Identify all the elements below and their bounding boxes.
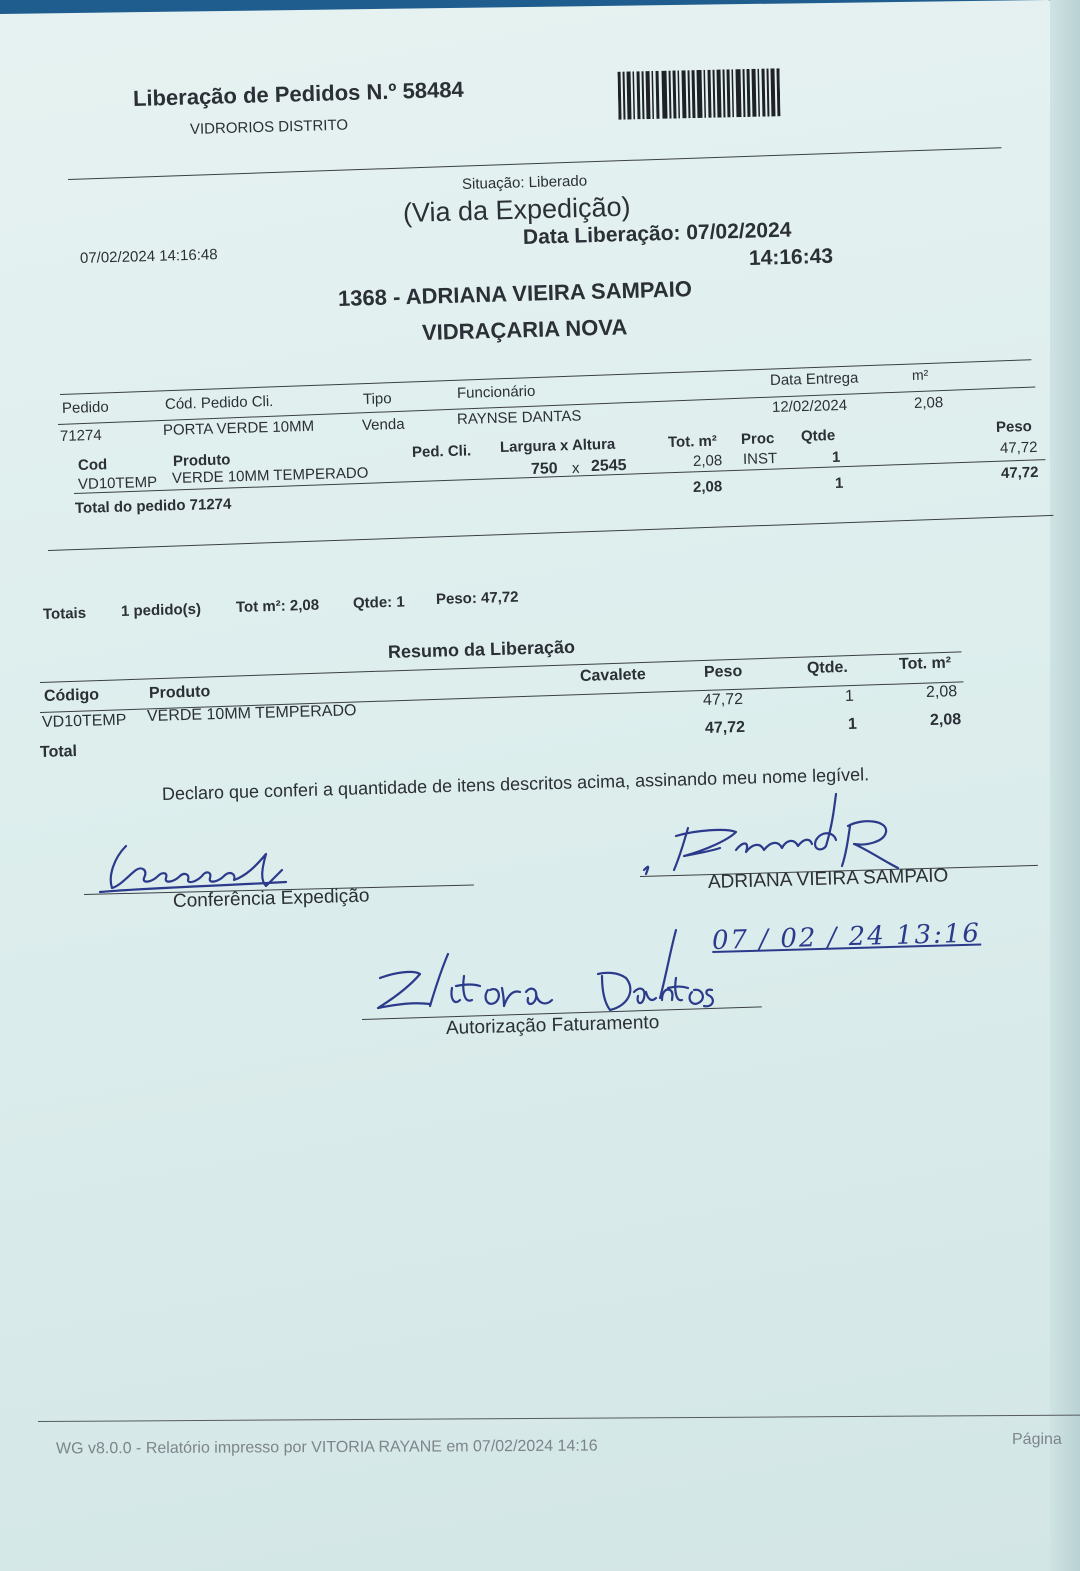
totais-qtde: Qtde: 1 — [352, 593, 405, 612]
item-proc: INST — [742, 450, 778, 468]
item-header-peso: Peso — [995, 418, 1033, 436]
order-funcionario: RAYNSE DANTAS — [456, 407, 582, 428]
resumo-total-label: Total — [39, 742, 78, 761]
total-pedido-m2: 2,08 — [692, 478, 723, 496]
item-header-tot-m2: Tot. m² — [667, 432, 718, 451]
client-company: VIDRAÇARIA NOVA — [421, 314, 628, 345]
order-tipo: Venda — [361, 415, 405, 434]
item-header-produto: Produto — [172, 451, 231, 470]
via-label: (Via da Expedição) — [402, 191, 631, 228]
totais-label: Totais — [42, 604, 87, 623]
footer-page-label: Página — [1012, 1431, 1062, 1448]
situacao-label: Situação: Liberado — [461, 172, 588, 193]
col-header-pedido: Pedido — [61, 398, 109, 417]
resumo-header-tot-m2: Tot. m² — [898, 654, 952, 673]
resumo-peso: 47,72 — [702, 690, 744, 709]
total-pedido-qtde: 1 — [834, 474, 844, 492]
footer-printed-by: WG v8.0.0 - Relatório impresso por VITORIA RAYANE em 07/02/2024 14:16 — [55, 1437, 598, 1458]
data-liberacao-time: 14:16:43 — [748, 244, 834, 270]
printed-datetime: 07/02/2024 14:16:48 — [79, 246, 218, 267]
col-header-tipo: Tipo — [362, 390, 392, 408]
resumo-tot-m2: 2,08 — [925, 683, 958, 701]
col-header-data-entrega: Data Entrega — [769, 369, 859, 389]
data-liberacao: Data Liberação: 07/02/2024 — [522, 218, 792, 249]
item-header-proc: Proc — [740, 430, 775, 448]
conferencia-label: Conferência Expedição — [172, 885, 370, 912]
col-header-cod-pedido-cli: Cód. Pedido Cli. — [164, 392, 274, 413]
item-produto: VERDE 10MM TEMPERADO — [171, 464, 369, 487]
item-qtde: 1 — [831, 448, 841, 466]
barcode — [618, 68, 781, 119]
col-header-funcionario: Funcionário — [456, 382, 536, 402]
resumo-total-qtde: 1 — [847, 715, 858, 733]
handwritten-date: 07 / 02 / 24 13:16 — [711, 918, 982, 956]
item-header-qtde: Qtde — [800, 427, 836, 445]
item-x: x — [571, 459, 580, 477]
resumo-header-codigo: Código — [43, 686, 100, 705]
client-name: 1368 - ADRIANA VIEIRA SAMPAIO — [337, 276, 693, 311]
document-title: Liberação de Pedidos N.º 58484 — [132, 76, 465, 111]
totais-pedidos: 1 pedido(s) — [120, 600, 202, 620]
item-largura: 750 — [530, 460, 558, 478]
resumo-total-peso: 47,72 — [704, 718, 746, 737]
item-header-cod: Cod — [77, 456, 108, 474]
item-header-ped-cli: Ped. Cli. — [411, 442, 472, 461]
resumo-qtde: 1 — [844, 687, 855, 705]
declaration-text: Declaro que conferi a quantidade de itens descritos acima, assinando meu nome legível. — [161, 764, 870, 804]
resumo-title: Resumo da Liberação — [387, 636, 576, 662]
item-cod: VD10TEMP — [77, 473, 158, 493]
order-data-entrega: 12/02/2024 — [771, 396, 848, 416]
resumo-codigo: VD10TEMP — [41, 711, 127, 731]
totais-tot-m2: Tot m²: 2,08 — [235, 596, 320, 616]
resumo-header-produto: Produto — [148, 683, 211, 702]
company-name: VIDRORIOS DISTRITO — [189, 116, 349, 138]
item-peso: 47,72 — [999, 438, 1038, 457]
resumo-total-tot-m2: 2,08 — [929, 711, 962, 729]
conferencia-signature — [96, 836, 296, 896]
order-m2: 2,08 — [913, 394, 944, 412]
autorizacao-signature — [370, 928, 730, 1020]
resumo-header-peso: Peso — [703, 662, 743, 681]
totais-peso: Peso: 47,72 — [435, 588, 519, 608]
order-pedido: 71274 — [59, 426, 102, 445]
order-cod-pedido-cli: PORTA VERDE 10MM — [162, 417, 315, 439]
item-altura: 2545 — [590, 457, 627, 475]
client-signature — [636, 790, 906, 880]
resumo-header-cavalete: Cavalete — [579, 666, 647, 685]
resumo-produto: VERDE 10MM TEMPERADO — [146, 702, 357, 725]
item-tot-m2: 2,08 — [692, 452, 723, 470]
client-signature-label: ADRIANA VIEIRA SAMPAIO — [707, 865, 949, 893]
total-pedido-peso: 47,72 — [1000, 463, 1039, 482]
total-pedido-label: Total do pedido 71274 — [74, 495, 232, 517]
page-edge — [1050, 0, 1080, 1571]
autorizacao-label: Autorização Faturamento — [445, 1012, 660, 1039]
col-header-m2: m² — [911, 366, 929, 383]
item-header-largura-altura: Largura x Altura — [499, 435, 616, 456]
resumo-header-qtde: Qtde. — [806, 658, 849, 677]
